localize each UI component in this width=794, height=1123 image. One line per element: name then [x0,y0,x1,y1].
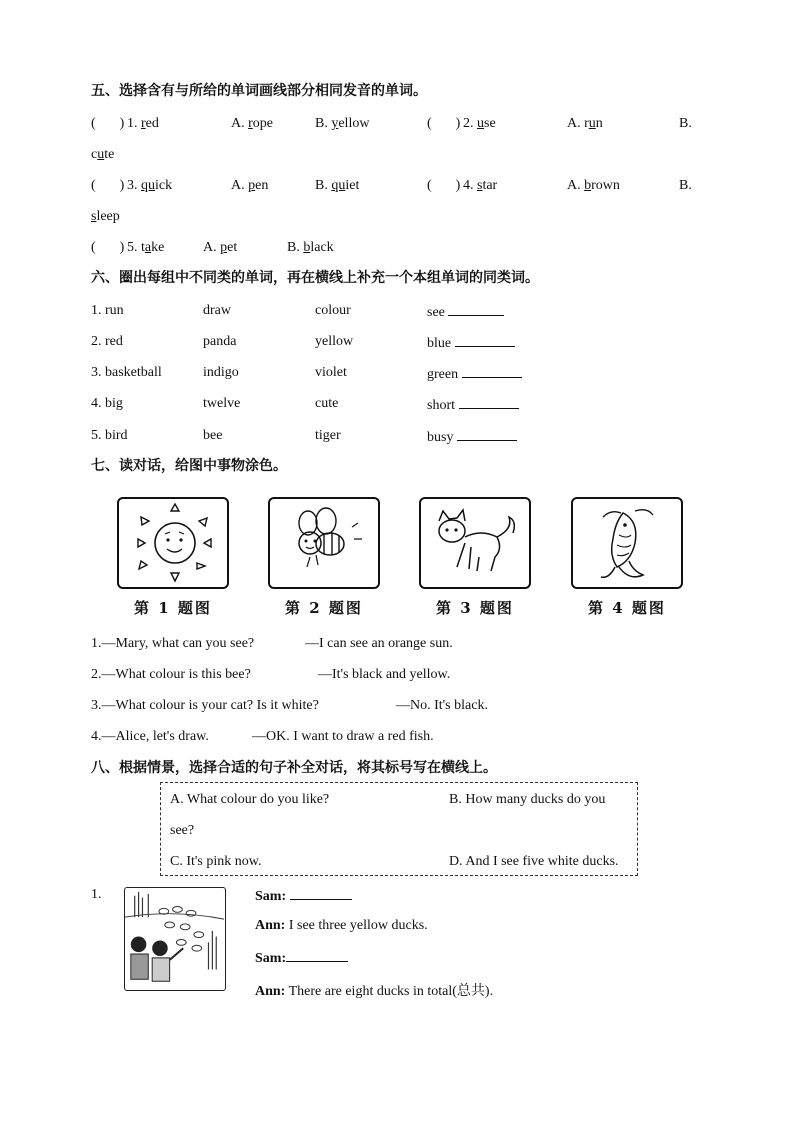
question-3-option-b: B. quiet [315,178,360,193]
question-number: 1. [91,887,102,902]
dialogue-2-question: 2.—What colour is this bee? [91,667,251,682]
dialogue-2-answer: —It's black and yellow. [318,667,451,682]
section-8-heading: 八、根据情景，选择合适的句子补全对话，将其标号写在横线上。 [91,760,497,776]
question-5-option-b: B. black [287,240,334,255]
dialogue-3-question: 3.—What colour is your cat? Is it white? [91,698,319,713]
section-7-heading: 七、读对话，给图中事物涂色。 [91,458,287,474]
question-2-option-a: A. run [567,116,603,131]
picture-2-box[interactable] [268,497,380,589]
answer-paren: ( ) [91,116,125,131]
answer-blank[interactable] [455,334,515,347]
section-5-heading: 五、选择含有与所给的单词画线部分相同发音的单词。 [91,83,427,99]
dialogue-line-4: Ann: There are eight ducks in total(总共). [255,984,494,999]
picture-4-box[interactable] [571,497,683,589]
answer-blank[interactable] [286,949,348,962]
picture-4-caption: 第 4 题图 [588,599,666,617]
word-cell: panda [203,334,237,349]
question-4-option-b-word: sleep [91,209,120,224]
word-cell: 3. basketball [91,365,162,380]
fish-icon [573,499,681,587]
picture-3-caption: 第 3 题图 [436,599,514,617]
word-cell-with-blank: short [427,396,519,414]
answer-blank[interactable] [462,365,522,378]
answer-blank[interactable] [459,396,519,409]
question-5-word: 5. take [127,240,165,255]
word-cell: yellow [315,334,354,349]
question-1-option-a: A. rope [231,116,274,131]
dialogue-4-answer: —OK. I want to draw a red fish. [252,729,434,744]
question-3-word: 3. quick [127,178,173,193]
question-3-option-a: A. pen [231,178,269,193]
word-cell: draw [203,303,231,318]
dialogue-line-2: Ann: I see three yellow ducks. [255,918,428,933]
word-cell: twelve [203,396,241,411]
option-b: B. How many ducks do you [449,792,606,807]
answer-blank[interactable] [290,887,352,900]
word-cell: colour [315,303,351,318]
option-c: C. It's pink now. [170,854,262,869]
picture-3-box[interactable] [419,497,531,589]
picture-1-box[interactable] [117,497,229,589]
question-2-option-b-word: cute [91,147,115,162]
option-d: D. And I see five white ducks. [449,854,619,869]
question-4-option-a: A. brown [567,178,620,193]
answer-paren: ( ) [427,116,461,131]
answer-paren: ( ) [91,178,125,193]
dialogue-1-answer: —I can see an orange sun. [305,636,453,651]
word-cell-with-blank: busy [427,428,517,446]
word-cell-with-blank: green [427,365,522,383]
option-b-continued: see? [170,823,195,838]
word-cell-with-blank: see [427,303,504,321]
sun-icon [119,499,227,587]
word-cell: bee [203,428,223,443]
dialogue-4-question: 4.—Alice, let's draw. [91,729,209,744]
answer-blank[interactable] [457,428,517,441]
answer-paren: ( ) [91,240,125,255]
word-cell: 4. big [91,396,123,411]
word-cell: 1. run [91,303,124,318]
word-cell: tiger [315,428,341,443]
question-2-word: 2. use [463,116,496,131]
question-5-option-a: A. pet [203,240,238,255]
ducks-pond-illustration [125,888,224,989]
picture-2-caption: 第 2 题图 [285,599,363,617]
answer-paren: ( ) [427,178,461,193]
question-2-option-b-label: B. [679,116,692,131]
question-4-option-b-label: B. [679,178,692,193]
word-cell: 5. bird [91,428,128,443]
question-1-option-b: B. yellow [315,116,370,131]
dialogue-3-answer: —No. It's black. [396,698,488,713]
question-4-word: 4. star [463,178,498,193]
section-6-heading: 六、圈出每组中不同类的单词，再在横线上补充一个本组单词的同类词。 [91,270,539,286]
cat-icon [421,499,529,587]
word-cell: cute [315,396,339,411]
children-ducks-picture [124,887,226,991]
picture-1-caption: 第 1 题图 [134,599,212,617]
answer-blank[interactable] [448,303,504,316]
word-cell: 2. red [91,334,123,349]
option-a: A. What colour do you like? [170,792,330,807]
dialogue-1-question: 1.—Mary, what can you see? [91,636,255,651]
question-1-word: 1. red [127,116,159,131]
bee-icon [270,499,378,587]
word-cell-with-blank: blue [427,334,515,352]
dialogue-line-1: Sam: [255,887,352,905]
word-cell: indigo [203,365,239,380]
dialogue-line-3: Sam: [255,949,348,967]
word-cell: violet [315,365,347,380]
